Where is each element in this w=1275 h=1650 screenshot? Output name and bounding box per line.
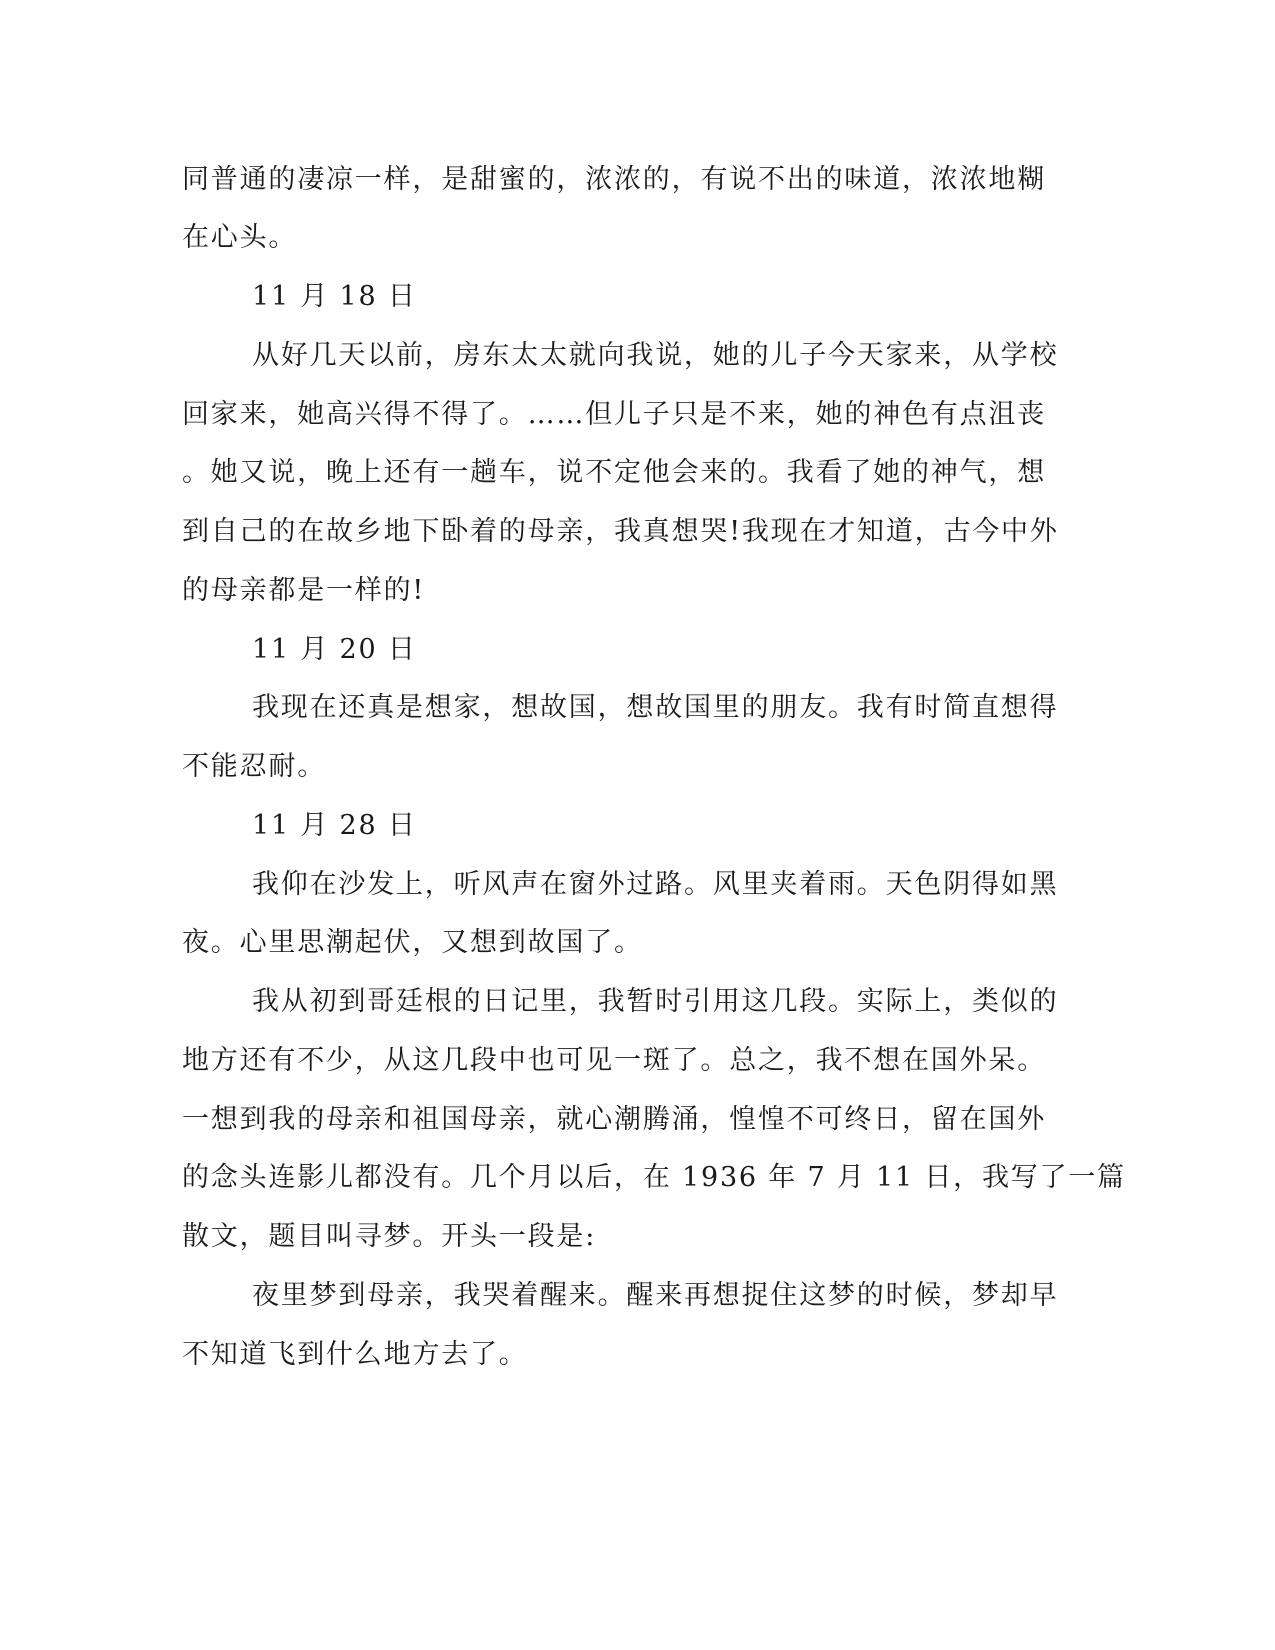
text-line: 的念头连影儿都没有。几个月以后，在 1936 年 7 月 11 日，我写了一篇 [182, 1162, 1126, 1193]
text-line: 到自己的在故乡地下卧着的母亲，我真想哭!我现在才知道，古今中外 [182, 516, 1059, 547]
diary-date: 11 月 20 日 [252, 634, 417, 665]
text-line: 一想到我的母亲和祖国母亲，就心潮腾涌，惶惶不可终日，留在国外 [182, 1104, 1046, 1135]
text-line: 。她又说，晚上还有一趟车，说不定他会来的。我看了她的神气，想 [182, 457, 1046, 488]
text-line: 我从初到哥廷根的日记里，我暂时引用这几段。实际上，类似的 [252, 986, 1059, 1017]
diary-date: 11 月 18 日 [252, 281, 417, 312]
text-line: 我现在还真是想家，想故国，想故国里的朋友。我有时简直想得 [252, 692, 1059, 723]
text-line: 散文，题目叫寻梦。开头一段是: [182, 1221, 597, 1252]
text-line: 夜。心里思潮起伏，又想到故国了。 [182, 927, 643, 958]
text-line: 夜里梦到母亲，我哭着醒来。醒来再想捉住这梦的时候，梦却早 [252, 1280, 1059, 1311]
text-line: 从好几天以前，房东太太就向我说，她的儿子今天家来，从学校 [252, 340, 1059, 371]
text-line: 在心头。 [182, 222, 298, 253]
text-line: 地方还有不少，从这几段中也可见一斑了。总之，我不想在国外呆。 [182, 1045, 1046, 1076]
text-line: 不知道飞到什么地方去了。 [182, 1339, 528, 1370]
text-line: 我仰在沙发上，听风声在窗外过路。风里夹着雨。天色阴得如黑 [252, 869, 1059, 900]
text-line: 的母亲都是一样的! [182, 575, 426, 606]
text-line: 回家来，她高兴得不得了。……但儿子只是不来，她的神色有点沮丧 [182, 399, 1046, 430]
text-line: 同普通的凄凉一样，是甜蜜的，浓浓的，有说不出的味道，浓浓地糊 [182, 164, 1046, 195]
text-line: 不能忍耐。 [182, 751, 326, 782]
diary-date: 11 月 28 日 [252, 810, 417, 841]
